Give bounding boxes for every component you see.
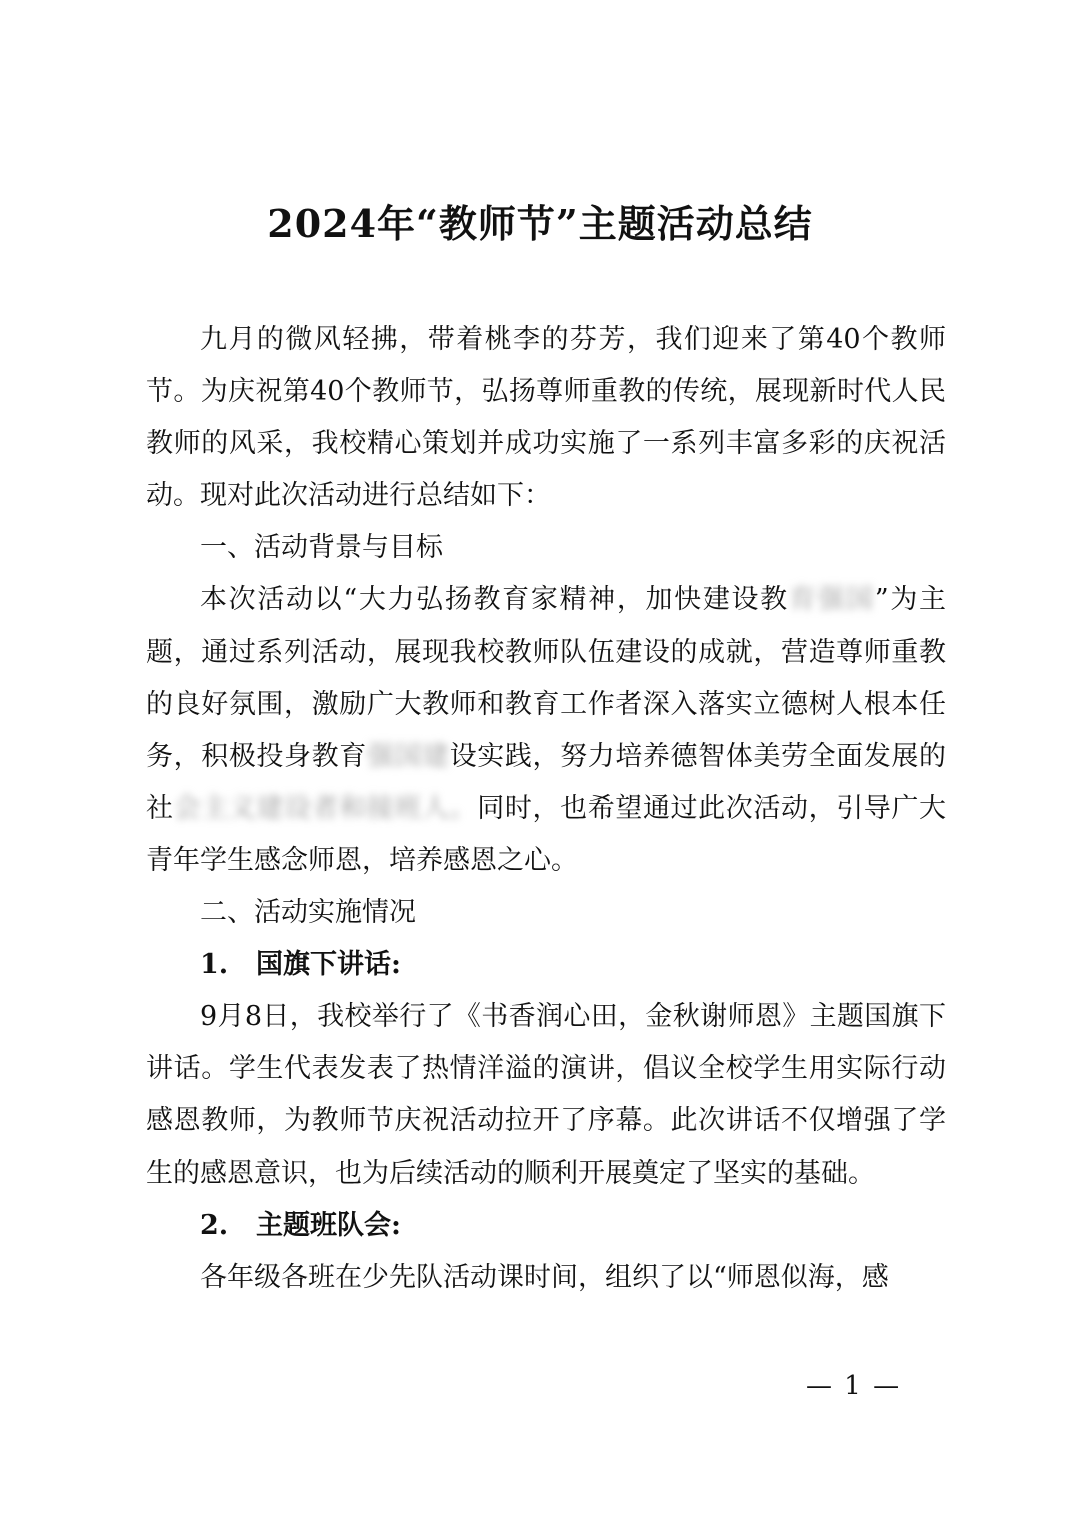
section1-paragraph xyxy=(146,574,946,887)
document-body xyxy=(146,314,946,1304)
item2-heading xyxy=(146,1200,946,1252)
redacted-text: 会主义建设者和接班人。 xyxy=(173,792,478,824)
page-number: — 1 — xyxy=(806,1371,902,1401)
redacted-text: 强国建 xyxy=(366,740,450,772)
item1-paragraph: 9月8日，我校举行了《书香润心田，金秋谢师恩》主题国旗下讲话。学生代表发表了热情洋溢的演讲，倡议全校学生用实际行动感恩教师，为教师节庆祝活动拉开了序幕。此次讲话不仅增强了学生的感恩意识，也为后续活动的顺利开展奠定了坚实的基础。 xyxy=(146,1001,946,1189)
item1-label: 国旗下讲话: xyxy=(256,949,401,981)
section2-heading: 二、活动实施情况 xyxy=(200,897,416,929)
section1-text-1: 本次活动以“大力弘扬教育家精神，加快建设教 xyxy=(200,584,789,616)
item1-number: 1. xyxy=(200,949,229,981)
section1-text-3: 设实践，努力培养德智体美劳全面发展的社 xyxy=(146,740,947,824)
item1-heading xyxy=(146,939,946,991)
redacted-text: 育强国 xyxy=(788,584,875,616)
document-title: 2024年“教师节”主题活动总结 xyxy=(267,201,813,246)
section1-heading: 一、活动背景与目标 xyxy=(200,532,443,564)
section1-text-4: 同时，也希望通过此次活动，引导广大青年学生感念师恩，培养感恩之心。 xyxy=(146,792,947,876)
item2-number: 2. xyxy=(200,1209,229,1241)
intro-paragraph: 九月的微风轻拂，带着桃李的芬芳，我们迎来了第40个教师节。为庆祝第40个教师节，弘扬尊师重教的传统，展现新时代人民教师的风采，我校精心策划并成功实施了一系列丰富多彩的庆祝活动。现对此次活动进行总结如下： xyxy=(146,324,946,512)
section1-text-2: ”为主题，通过系列活动，展现我校教师队伍建设的成就，营造尊师重教的良好氛围，激励广大教师和教育工作者深入落实立德树人根本任务，积极投身教育 xyxy=(146,584,946,772)
item2-paragraph: 各年级各班在少先队活动课时间，组织了以“师恩似海，感 xyxy=(200,1261,889,1293)
item2-label: 主题班队会: xyxy=(256,1209,401,1241)
